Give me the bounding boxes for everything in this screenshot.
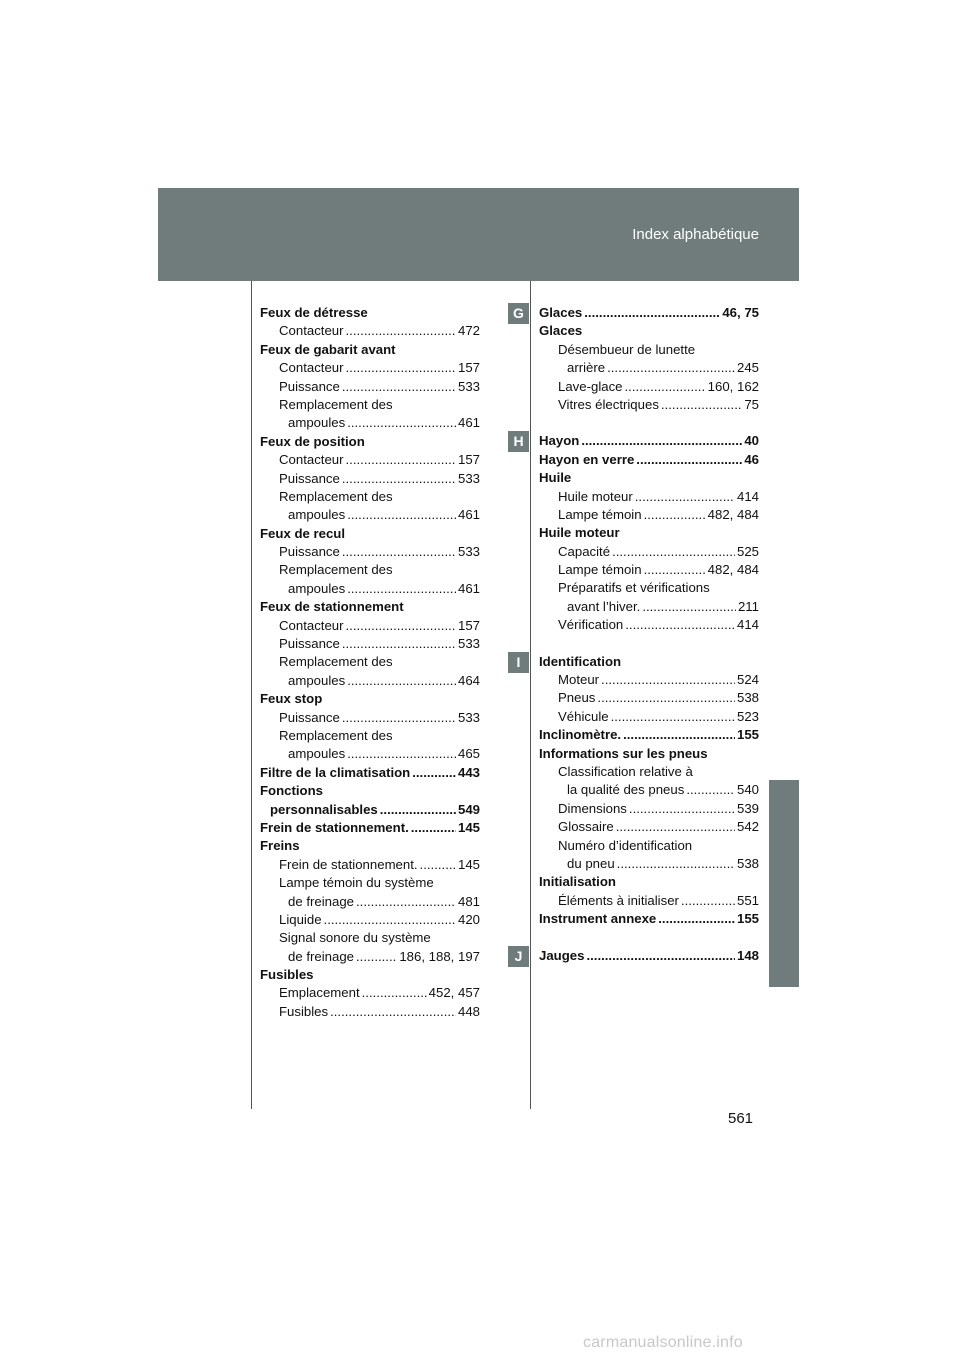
leader-dots [380,801,456,819]
index-entry [260,653,480,671]
index-entry [539,396,759,414]
index-entry-label: Éléments à initialiser [558,892,679,908]
index-entry-label: Véhicule [558,708,609,724]
index-entry [539,322,759,340]
leader-dots [629,800,735,818]
index-entry-page: 186, 188, 197 [399,948,480,964]
index-entry-label: Lampe témoin [558,506,642,522]
index-entry-page: 524 [736,672,759,688]
index-entry-page: 414 [736,488,759,504]
section-letter-g: G [508,303,529,324]
index-entry-label: Pneus [558,690,596,706]
index-entry-label: Initialisation [539,874,616,890]
index-entry-label: de freinage [288,893,354,909]
index-entry-page: 46 [744,451,759,467]
index-entry-label: Huile moteur [539,525,620,541]
chapter-side-tab [769,780,799,987]
index-entry-label: ampoules [288,580,346,596]
index-entry-page: 157 [457,360,480,376]
index-entry-page: 157 [457,452,480,468]
index-entry [539,506,759,524]
index-entry-label: ampoules [288,672,346,688]
index-entry-page: 461 [457,507,480,523]
index-entry-page: 551 [736,892,759,908]
index-entry [539,543,759,561]
index-entry-label: Contacteur [279,452,344,468]
index-entry-page: 461 [457,580,480,596]
index-entry-label: Contacteur [279,323,344,339]
index-entry-label: Contacteur [279,617,344,633]
index-entry [260,378,480,396]
index-entry [260,745,480,763]
index-entry [260,837,480,855]
index-entry-label: Puissance [279,544,340,560]
leader-dots [411,819,456,837]
index-entry [260,598,480,616]
index-entry [539,378,759,396]
index-entry [260,948,480,966]
index-entry-page: 75 [744,396,759,412]
leader-dots [635,488,735,506]
index-entry-label: Remplacement des [279,488,393,504]
index-entry-label: Remplacement des [279,727,393,743]
index-entry-label: Moteur [558,672,600,688]
index-entry [260,617,480,635]
index-entry [539,598,759,616]
index-entry-label: Huile [539,470,572,486]
index-entry [539,689,759,707]
index-entry [260,396,480,414]
index-entry [260,856,480,874]
index-entry [539,304,759,322]
index-entry [260,561,480,579]
index-entry-page: 155 [736,727,759,743]
index-entry [260,488,480,506]
index-entry-page: 211 [737,598,759,614]
index-entry [539,873,759,891]
index-entry [260,874,480,892]
index-entry-label: Puissance [279,470,340,486]
index-entry-label: Feux de recul [260,525,346,541]
index-entry [260,893,480,911]
index-entry [260,690,480,708]
leader-dots [347,745,456,763]
index-entry-label: Emplacement [279,985,360,1001]
index-entry-label: Informations sur les pneus [539,745,708,761]
index-entry-label: Feux de gabarit avant [260,341,396,357]
index-entry-page: 414 [736,617,759,633]
leader-dots [623,726,735,744]
index-entry-label: Puissance [279,636,340,652]
index-entry-label: Désembueur de lunette [558,341,696,357]
index-entry-label: ampoules [288,746,346,762]
index-entry-page: 465 [457,746,480,762]
index-entry-page: 46, 75 [722,305,759,320]
index-entry-label: de freinage [288,948,354,964]
index-entry [260,782,480,800]
index-entry-label: Signal sonore du système [279,930,431,946]
index-entry [260,966,480,984]
index-entry-page: 482, 484 [707,562,759,578]
leader-dots [644,506,706,524]
leader-dots [642,598,736,616]
index-entry-page: 448 [457,1003,480,1019]
leader-dots [342,635,456,653]
leader-dots [616,818,735,836]
index-entry-page: 148 [736,947,759,963]
index-entry [260,414,480,432]
leader-dots [346,451,456,469]
leader-dots [346,359,456,377]
index-entry-page: 145 [457,856,480,872]
index-entry-page: 40 [744,433,759,449]
index-entry-label: Frein de stationnement. [279,856,418,872]
index-entry-page: 538 [736,855,759,871]
index-entry-page: 538 [736,690,759,706]
leader-dots [324,911,456,929]
index-entry-label: Vitres électriques [558,396,659,412]
index-entry [539,745,759,763]
index-entry-label: du pneu [567,855,615,871]
index-entry-label: Puissance [279,378,340,394]
index-entry-label: Identification [539,653,622,669]
index-entry-label: Instrument annexe [539,911,657,927]
index-entry [539,616,759,634]
page-number: 561 [728,1110,754,1127]
index-entry-label: Remplacement des [279,396,393,412]
index-column-right [539,304,759,965]
index-entry-label: Remplacement des [279,654,393,670]
index-entry-label: la qualité des pneus [567,782,685,798]
index-entry-label: Vérification [558,617,624,633]
left-divider [251,281,252,1109]
leader-dots [346,322,456,340]
index-entry [260,525,480,543]
leader-dots [412,764,456,782]
index-entry-label: Glaces [539,305,583,320]
index-entry-label: Capacité [558,543,611,559]
index-entry-label: Dimensions [558,800,627,816]
leader-dots [661,396,742,414]
section-gap [539,414,759,432]
index-entry-label: Feux de stationnement [260,599,404,615]
index-entry-page: 533 [457,378,480,394]
leader-dots [342,709,456,727]
index-entry-page: 443 [457,764,480,780]
index-entry-label: Feux stop [260,691,323,707]
leader-dots [342,543,456,561]
index-entry [539,653,759,671]
index-entry [539,451,759,469]
index-entry-page: 160, 162 [707,378,759,394]
leader-dots [617,855,735,873]
leader-dots [347,672,456,690]
section-letter-j: J [508,946,529,967]
index-entry-label: Numéro d’identification [558,837,693,853]
index-entry-label: avant l’hiver. [567,598,641,614]
index-entry [260,580,480,598]
index-entry-page: 523 [736,708,759,724]
index-entry [539,469,759,487]
leader-dots [658,910,735,928]
index-entry-page: 533 [457,470,480,486]
index-entry [260,911,480,929]
leader-dots [601,671,735,689]
index-entry-label: ampoules [288,415,346,431]
leader-dots [625,616,735,634]
leader-dots [586,947,735,965]
index-entry-page: 540 [736,782,759,798]
leader-dots [330,1003,456,1021]
watermark: carmanualsonline.info [583,1334,743,1351]
index-entry-label: Filtre de la climatisation [260,764,411,780]
index-entry-label: Liquide [279,911,322,927]
index-entry [260,304,480,322]
index-entry [539,892,759,910]
index-entry [539,947,759,965]
index-entry-page: 533 [457,709,480,725]
index-entry-label: Fusibles [279,1003,329,1019]
index-entry [539,341,759,359]
index-entry-label: Huile moteur [558,488,633,504]
section-gap [539,635,759,653]
index-entry [260,984,480,1002]
chapter-header [158,188,799,281]
header-title: Index alphabétique [632,226,759,243]
leader-dots [636,451,742,469]
index-entry [539,432,759,450]
index-entry [539,726,759,744]
index-entry-page: 464 [457,672,480,688]
leader-dots [342,378,456,396]
leader-dots [356,948,397,966]
center-divider [530,281,531,1109]
index-entry [539,708,759,726]
index-entry-page: 533 [457,636,480,652]
index-entry [260,433,480,451]
leader-dots [681,892,735,910]
index-column-left [260,304,480,1021]
index-entry-label: Feux de position [260,433,365,449]
index-entry-label: personnalisables [270,801,378,817]
index-entry-page: 145 [457,819,480,835]
index-entry [260,543,480,561]
leader-dots [581,432,742,450]
index-entry [260,672,480,690]
leader-dots [420,856,456,874]
leader-dots [362,984,427,1002]
index-entry-label: Feux de détresse [260,305,368,320]
index-entry-page: 461 [457,415,480,431]
leader-dots [347,580,456,598]
leader-dots [612,543,735,561]
index-entry-label: Frein de stationnement. [260,819,409,835]
section-letter-i: I [508,652,529,673]
index-entry-label: Classification relative à [558,763,693,779]
index-entry [539,837,759,855]
section-letter-h: H [508,431,529,452]
index-entry-page: 452, 457 [428,985,480,1001]
index-entry-page: 420 [457,911,480,927]
index-entry-page: 481 [457,893,480,909]
index-entry [539,524,759,542]
index-entry-page: 542 [736,819,759,835]
index-entry-label: Hayon en verre [539,451,635,467]
index-entry-label: Jauges [539,947,585,963]
leader-dots [597,689,735,707]
leader-dots [584,304,720,322]
index-entry-page: 549 [457,801,480,817]
index-entry [260,1003,480,1021]
index-entry [260,506,480,524]
index-entry-page: 525 [736,543,759,559]
index-entry-label: Fonctions [260,783,324,799]
index-entry-label: ampoules [288,507,346,523]
index-entry-label: Lampe témoin [558,562,642,578]
index-entry [260,929,480,947]
index-entry [539,359,759,377]
section-gap [539,929,759,947]
index-entry [260,470,480,488]
index-entry-label: Puissance [279,709,340,725]
index-entry-label: Freins [260,838,300,854]
index-entry-label: Préparatifs et vérifications [558,580,710,596]
leader-dots [686,781,735,799]
index-entry [539,561,759,579]
index-entry-page: 533 [457,544,480,560]
index-entry [539,818,759,836]
index-entry-label: Hayon [539,433,580,449]
index-entry-page: 482, 484 [707,506,759,522]
leader-dots [346,617,456,635]
index-entry-page: 245 [736,360,759,376]
leader-dots [625,378,706,396]
index-entry-label: Fusibles [260,967,314,983]
index-entry [260,341,480,359]
index-entry [539,488,759,506]
index-entry [260,322,480,340]
index-entry-label: Lave-glace [558,378,623,394]
index-entry-label: arrière [567,360,606,376]
leader-dots [342,470,456,488]
index-entry [539,579,759,597]
index-entry [539,910,759,928]
index-entry [260,819,480,837]
index-entry [260,451,480,469]
leader-dots [347,506,456,524]
index-entry-page: 155 [736,911,759,927]
index-entry [539,855,759,873]
index-entry-page: 157 [457,617,480,633]
leader-dots [611,708,735,726]
index-entry [260,764,480,782]
index-entry [260,801,480,819]
index-entry [539,800,759,818]
leader-dots [644,561,706,579]
leader-dots [607,359,735,377]
index-entry-label: Contacteur [279,360,344,376]
index-entry-label: Glossaire [558,819,614,835]
index-entry [260,635,480,653]
index-entry-page: 539 [736,800,759,816]
index-entry-label: Inclinomètre. [539,727,622,743]
index-entry-label: Remplacement des [279,562,393,578]
index-entry-label: Lampe témoin du système [279,875,434,891]
leader-dots [347,414,456,432]
index-entry-label: Glaces [539,323,583,339]
index-entry [539,671,759,689]
index-entry [260,709,480,727]
index-entry [260,727,480,745]
index-entry-page: 472 [457,323,480,339]
index-entry [260,359,480,377]
index-entry [539,763,759,781]
leader-dots [356,893,456,911]
index-entry [539,781,759,799]
